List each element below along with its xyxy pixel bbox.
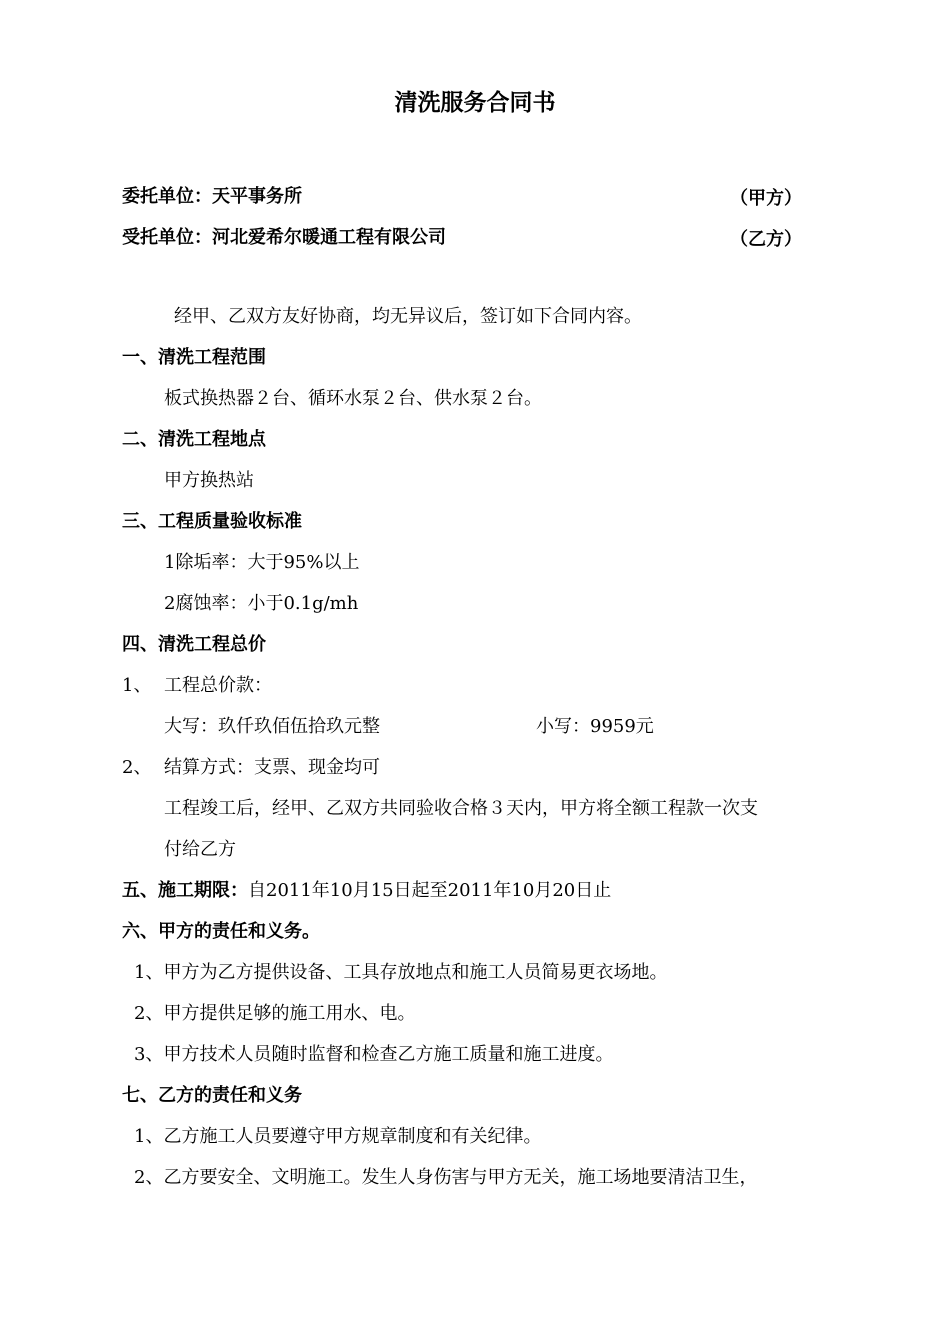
- payment-terms-line-2: 付给乙方: [164, 839, 236, 860]
- section-7-item-2: 2、乙方要安全、文明施工。发生人身伤害与甲方无关，施工场地要清洁卫生，: [134, 1167, 758, 1188]
- section-3-heading: 三、工程质量验收标准: [122, 511, 302, 532]
- section-4-item-2-number: 2、: [122, 757, 152, 778]
- section-6-heading: 六、甲方的责任和义务。: [122, 921, 320, 942]
- amount-in-figures: 小写：9959元: [536, 716, 654, 737]
- section-4-item-2-text: 结算方式：支票、现金均可: [164, 757, 380, 778]
- section-7-item-1: 1、乙方施工人员要遵守甲方规章制度和有关纪律。: [134, 1126, 542, 1147]
- section-6-item-3: 3、甲方技术人员随时监督和检查乙方施工质量和施工进度。: [134, 1044, 614, 1065]
- section-5-line: [122, 878, 611, 904]
- amount-in-words: 大写：玖仟玖佰伍拾玖元整: [164, 716, 380, 737]
- section-1-body: 板式换热器２台、循环水泵２台、供水泵２台。: [164, 388, 542, 409]
- client-label: 委托单位：天平事务所: [122, 186, 302, 207]
- intro-paragraph: 经甲、乙双方友好协商，均无异议后，签订如下合同内容。: [174, 306, 642, 327]
- section-2-body: 甲方换热站: [164, 470, 254, 491]
- section-1-heading: 一、清洗工程范围: [122, 347, 266, 368]
- section-5-body: 自2011年10月15日起至2011年10月20日止: [248, 880, 612, 901]
- section-4-item-1-text: 工程总价款：: [164, 675, 272, 696]
- section-2-heading: 二、清洗工程地点: [122, 429, 266, 450]
- section-3-item-2: 2腐蚀率：小于0.1g/mh: [164, 593, 359, 614]
- section-3-item-1: 1除垢率：大于95%以上: [164, 552, 360, 573]
- section-4-heading: 四、清洗工程总价: [122, 634, 266, 655]
- section-4-item-1-number: 1、: [122, 675, 152, 696]
- section-6-item-1: 1、甲方为乙方提供设备、工具存放地点和施工人员简易更衣场地。: [134, 962, 668, 983]
- section-6-item-2: 2、甲方提供足够的施工用水、电。: [134, 1003, 416, 1024]
- section-5-heading: 五、施工期限：: [122, 880, 248, 901]
- contractor-role: （乙方）: [730, 229, 802, 250]
- contractor-label: 受托单位：河北爱希尔暖通工程有限公司: [122, 227, 446, 248]
- client-role: （甲方）: [730, 188, 802, 209]
- document-title: 清洗服务合同书: [394, 90, 556, 116]
- section-7-heading: 七、乙方的责任和义务: [122, 1085, 302, 1106]
- payment-terms-line-1: 工程竣工后，经甲、乙双方共同验收合格３天内，甲方将全额工程款一次支: [164, 798, 758, 819]
